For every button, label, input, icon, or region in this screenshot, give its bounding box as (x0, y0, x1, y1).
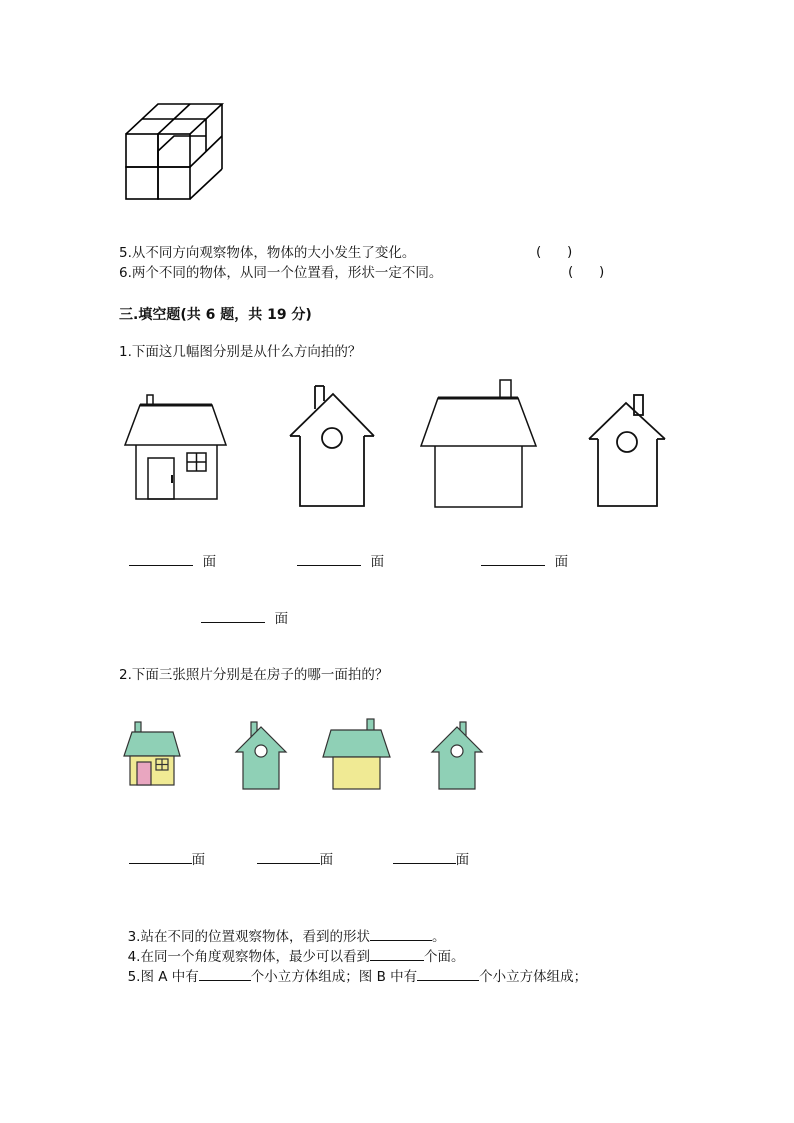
answer-blank[interactable] (129, 551, 193, 566)
q1-answer-1[interactable] (120, 534, 216, 570)
q2-answer-2[interactable] (248, 832, 333, 868)
section-title: 三.填空题(共 6 题，共 19 分) (119, 307, 312, 323)
answer-suffix: 面 (554, 554, 569, 570)
answer-blank[interactable] (393, 849, 456, 864)
answer-blank[interactable] (199, 967, 251, 981)
answer-blank[interactable] (297, 551, 361, 566)
answer-blank[interactable] (129, 849, 192, 864)
question-text: 4.在同一个角度观察物体，最少可以看到 (127, 949, 370, 965)
question-text: 个小立方体组成； (479, 969, 588, 985)
colored-house-back (321, 716, 393, 791)
answer-blank[interactable] (481, 551, 545, 566)
q1-answer-2[interactable] (288, 534, 384, 570)
question-text: 3.站在不同的位置观察物体，看到的形状 (127, 929, 370, 945)
question-text: 个小立方体组成；图 B 中有 (250, 969, 418, 985)
answer-suffix: 面 (319, 852, 334, 868)
judge-answer-paren-6[interactable]: ( ) (568, 264, 605, 280)
colored-house-side-2 (431, 718, 486, 793)
fill-question-5 (119, 949, 587, 986)
house-side-view-1 (288, 384, 378, 514)
fill-question-1: 1.下面这几幅图分别是从什么方向拍的？ (119, 344, 362, 360)
judge-answer-paren-5[interactable]: ( ) (536, 244, 573, 260)
q1-answer-4[interactable] (192, 591, 288, 627)
house-front-view (120, 395, 230, 505)
answer-suffix: 面 (202, 554, 217, 570)
judge-question-5: 5.从不同方向观察物体，物体的大小发生了变化。 (119, 245, 416, 261)
judge-question-6: 6.两个不同的物体，从同一个位置看，形状一定不同。 (119, 265, 443, 281)
answer-blank[interactable] (257, 849, 320, 864)
cube-stack-figure (120, 98, 230, 208)
q1-answer-3[interactable] (472, 534, 568, 570)
colored-house-front (123, 719, 183, 789)
q2-answer-3[interactable] (384, 832, 469, 868)
answer-suffix: 面 (370, 554, 385, 570)
fill-question-2: 2.下面三张照片分别是在房子的哪一面拍的？ (119, 667, 389, 683)
answer-blank[interactable] (417, 967, 479, 981)
colored-house-side-1 (235, 718, 290, 793)
house-side-view-2 (588, 393, 668, 508)
answer-suffix: 面 (191, 852, 206, 868)
house-back-view (418, 378, 543, 508)
question-text: 5.图 A 中有 (127, 969, 199, 985)
question-text: 。 (431, 929, 446, 945)
answer-blank[interactable] (201, 608, 265, 623)
question-text: 个面。 (423, 949, 465, 965)
answer-suffix: 面 (274, 611, 289, 627)
q2-answer-1[interactable] (120, 832, 205, 868)
answer-suffix: 面 (455, 852, 470, 868)
